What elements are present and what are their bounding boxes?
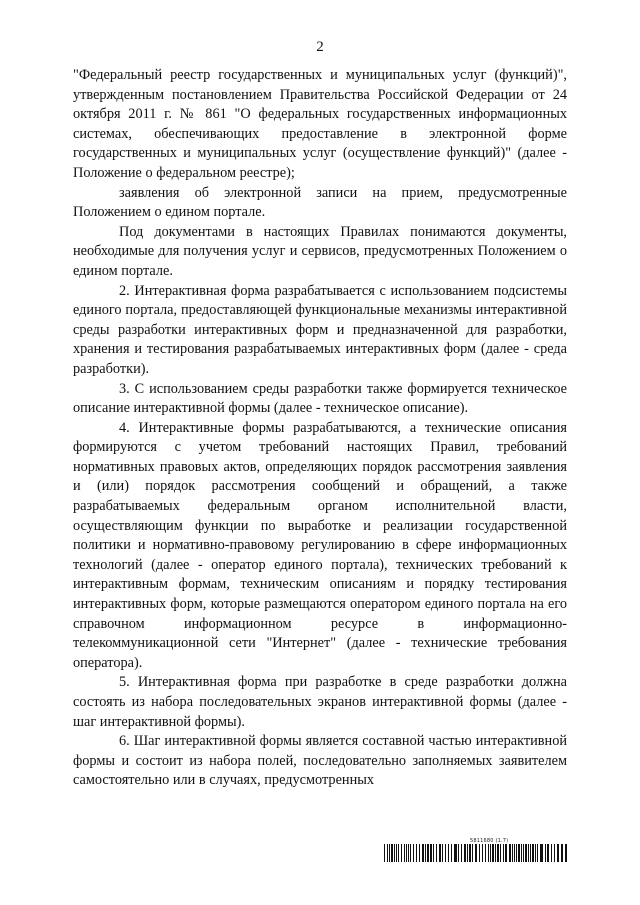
page-number: 2 [316,39,324,55]
paragraph: 2. Интерактивная форма разрабатывается с использованием подсистемы единого портала, предоставляющей функциональные механизмы интерактивной среды разработки интерактивных форм и предназначенной для разработки, хранения и тестирования разрабатываемых интерактивных форм (далее - среда разработки). [73,282,567,377]
paragraph-continuation: "Федеральный реестр государственных и муниципальных услуг (функций)", утвержденным постановлением Правительства Российской Федерации от 24 октября 2011 г. № 861 "О федеральных государственных информационных системах, обеспечивающих предоставление в электронной форме государственных и муниципальных услуг (осуществление функций)" (далее - Положение о федеральном реестре); [73,67,567,181]
paragraph: 5. Интерактивная форма при разработке в среде разработки должна состоять из набора последовательных экранов интерактивной формы (далее - шаг интерактивной формы). [73,674,567,730]
paragraph: заявления об электронной записи на прием, предусмотренные Положением о едином портале. [73,184,567,221]
paragraph: 6. Шаг интерактивной формы является составной частью интерактивной формы и состоит из набора полей, последовательно заполняемых заявителем самостоятельно или в случаях, предусмотренных [73,733,567,789]
paragraph: 3. С использованием среды разработки также формируется техническое описание интерактивной формы (далее - техническое описание). [73,380,567,417]
paragraph: 4. Интерактивные формы разрабатываются, а технические описания формируются с учетом требований настоящих Правил, требований нормативных правовых актов, определяющих порядок рассмотрения заявления и (или) порядок рассмотрения сообщений и обращений, а также разрабатываемых федеральным органом исполнительной власти, осуществляющим функции по выработке и реализации государственной политики и нормативно-правовому регулированию в сфере информационных технологий (далее - оператор единого портала), технических требований к интерактивным формам, техническим описаниям и порядку тестирования интерактивных форм, которые размещаются оператором единого портала на его справочном информационном ресурсе в информационно-телекоммуникационной сети "Интернет" (далее - технические требования оператора). [73,419,567,671]
document-code: 5811680 (1.7) [470,838,509,844]
barcode-icon [384,844,568,862]
paragraph: Под документами в настоящих Правилах понимаются документы, необходимые для получения услуг и сервисов, предусмотренных Положением о едином портале. [73,223,567,279]
document-body [73,66,567,791]
